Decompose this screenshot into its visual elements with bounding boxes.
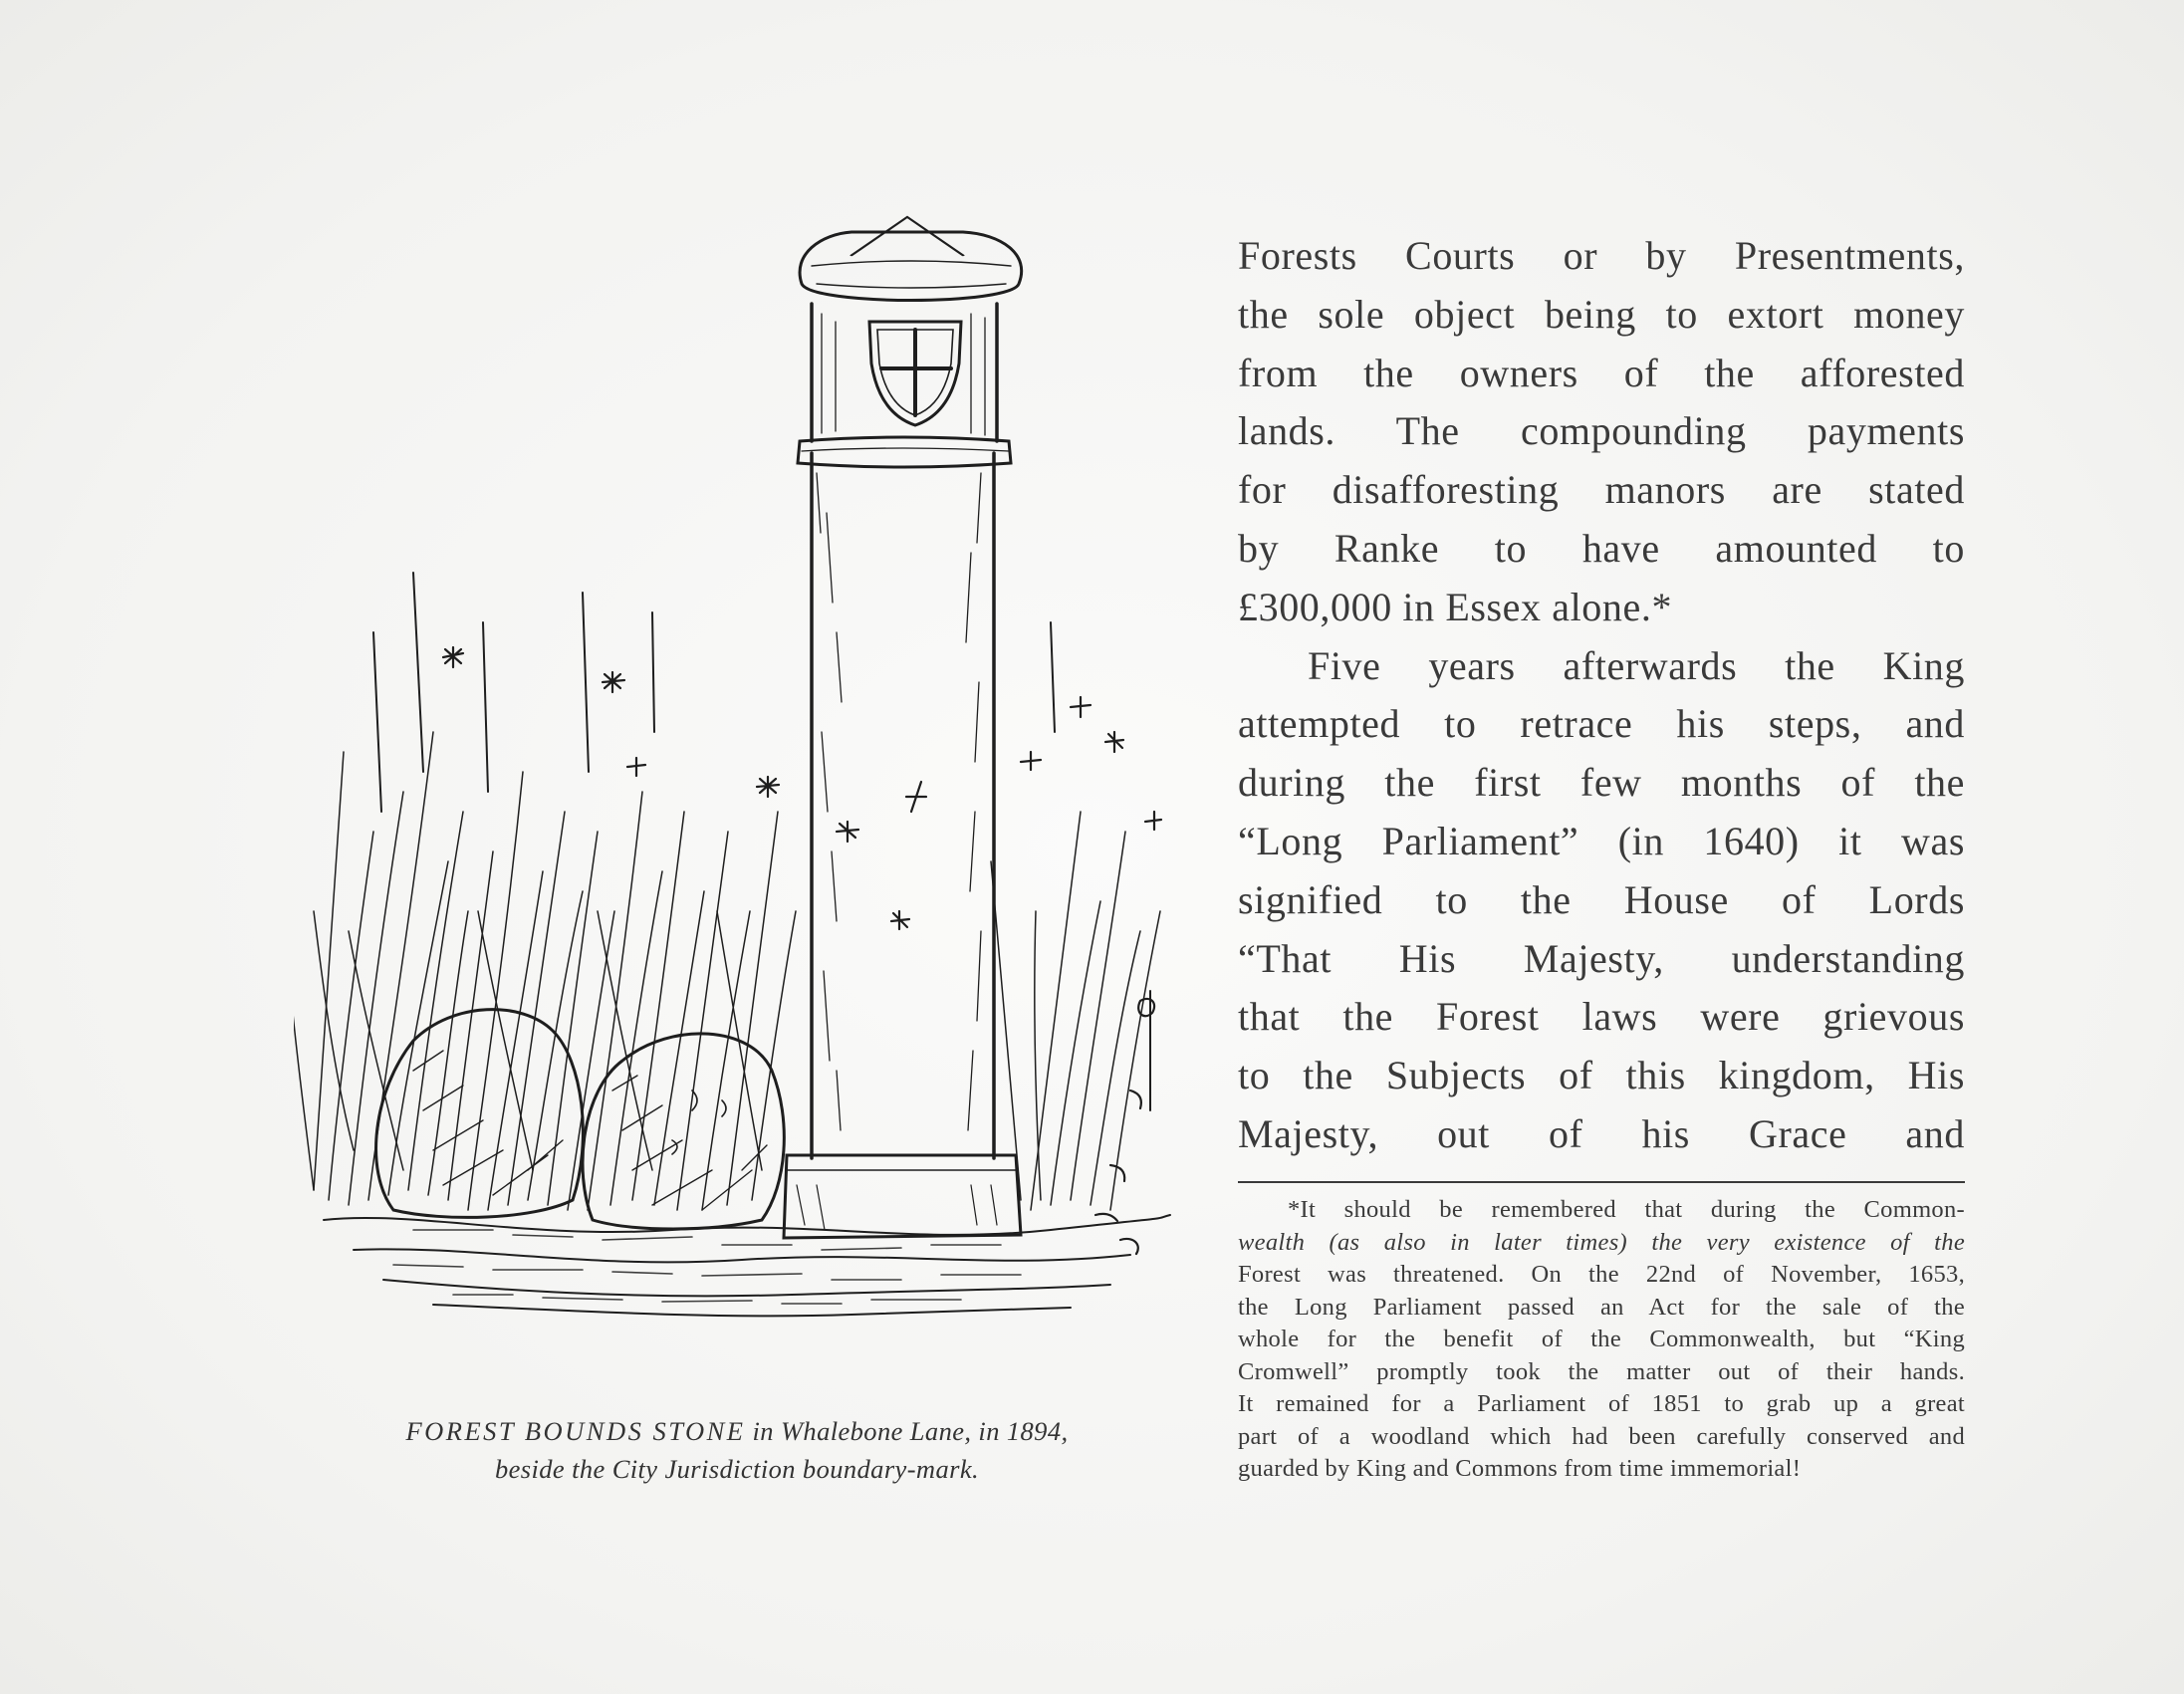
footnote-line: whole for the benefit of the Commonwealth, but “King	[1238, 1326, 1965, 1352]
body-line: by Ranke to have amounted to	[1238, 525, 1965, 571]
body-line: from the owners of the afforested	[1238, 350, 1965, 395]
shield-emblem	[869, 322, 961, 425]
figure-caption	[299, 1412, 1175, 1488]
forest-bounds-stone-illustration	[294, 214, 1180, 1359]
body-line: the sole object being to extort money	[1238, 291, 1965, 337]
ground-hatching	[393, 1230, 1021, 1304]
main-body-text	[1238, 227, 1965, 1164]
footnote-line: *It should be remembered that during the Common-	[1288, 1196, 1965, 1223]
body-line: “That His Majesty, understanding	[1238, 935, 1965, 981]
footnote-divider	[1238, 1181, 1965, 1183]
body-line: “Long Parliament” (in 1640) it was	[1238, 818, 1965, 863]
body-line: Five years afterwards the King	[1308, 642, 1965, 688]
grass-blades	[294, 732, 1160, 1210]
pillar-base	[784, 1155, 1021, 1238]
caption-location: in Whalebone Lane, in 1894,	[745, 1416, 1069, 1446]
body-line: lands. The compounding payments	[1238, 408, 1965, 454]
right-edge-leaves	[1095, 999, 1154, 1254]
footnote-line: Cromwell” promptly took the matter out of their hands.	[1238, 1357, 1965, 1385]
footnote-line: the Long Parliament passed an Act for the sale of the	[1238, 1293, 1965, 1321]
left-boulder	[376, 1010, 584, 1218]
body-line: Majesty, out of his Grace and	[1238, 1110, 1965, 1156]
body-line: Forests Courts or by Presentments,	[1238, 233, 1965, 278]
body-line: signified to the House of Lords	[1238, 876, 1965, 922]
caption-line-1	[299, 1412, 1175, 1450]
footnote-line: part of a woodland which had been carefully conserved and	[1238, 1422, 1965, 1450]
body-line: £300,000 in Essex alone.*	[1238, 584, 1673, 629]
right-boulder	[583, 1034, 784, 1229]
body-line: attempted to retrace his steps, and	[1238, 701, 1965, 747]
body-line: during the first few months of the	[1238, 760, 1965, 806]
pillar-cap	[800, 217, 1022, 301]
body-line: to the Subjects of this kingdom, His	[1238, 1053, 1965, 1098]
caption-line-2: beside the City Jurisdiction boundary-mark.	[494, 1454, 980, 1484]
body-line: for disafforesting manors are stated	[1238, 467, 1965, 513]
tall-grass-stems	[373, 573, 1150, 1110]
body-line: that the Forest laws were grievous	[1238, 994, 1965, 1040]
pillar-collar	[798, 437, 1011, 467]
footnote-line: wealth (as also in later times) the very existence of the	[1238, 1228, 1965, 1256]
footnote-line: Forest was threatened. On the 22nd of November, 1653,	[1238, 1261, 1965, 1288]
caption-title: FOREST BOUNDS STONE	[405, 1416, 746, 1446]
footnote	[1238, 1194, 1965, 1486]
footnote-line: guarded by King and Commons from time immemorial!	[1238, 1455, 1802, 1482]
pillar-shaft	[812, 453, 994, 1158]
footnote-line: It remained for a Parliament of 1851 to grab up a great	[1238, 1390, 1965, 1417]
